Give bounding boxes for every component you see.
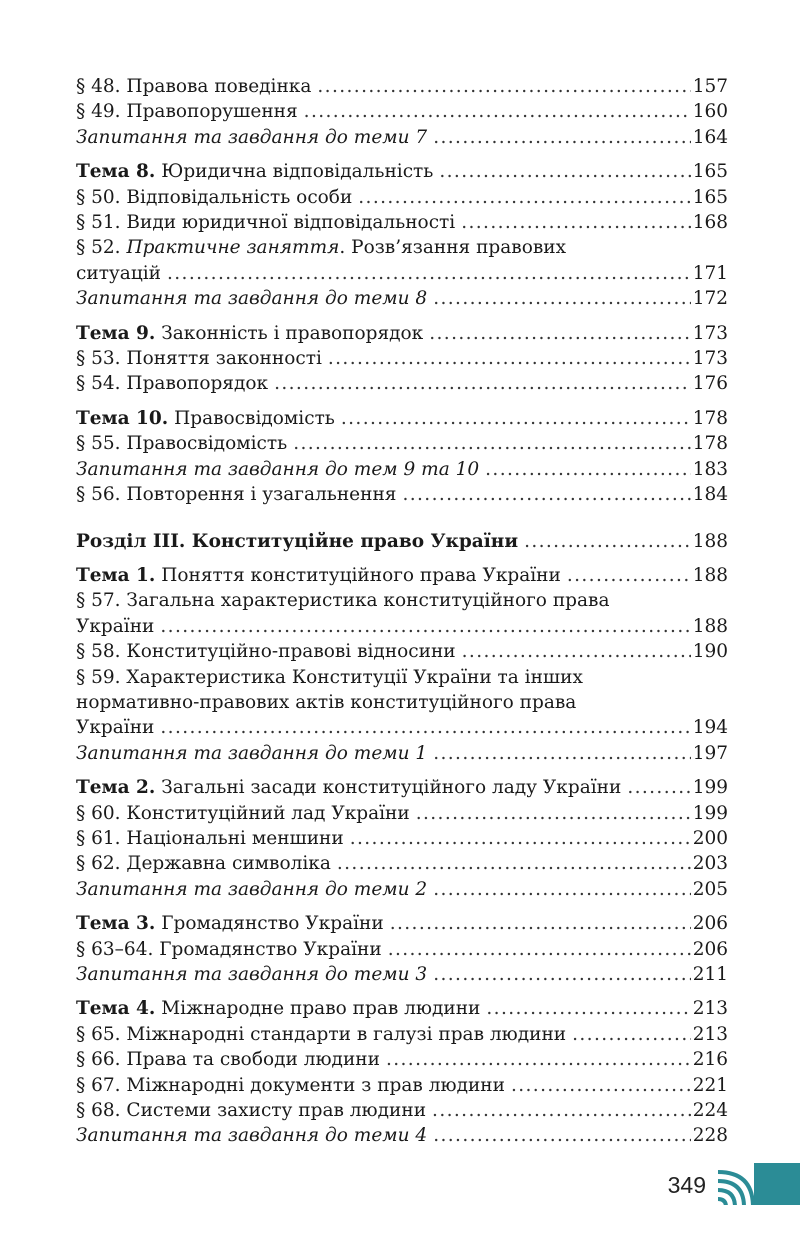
dot-leader xyxy=(433,286,690,311)
toc-entry-title xyxy=(76,321,423,346)
entry-text: § 66. Права та свободи людини xyxy=(76,1049,380,1071)
toc-page-number: 164 xyxy=(692,126,728,148)
toc-entry-title xyxy=(76,590,609,611)
toc-page-number: 157 xyxy=(692,76,728,97)
toc-page-number: 216 xyxy=(692,1049,728,1071)
toc-entry-title xyxy=(76,237,566,258)
toc-entry[interactable] xyxy=(76,851,728,876)
entry-text: § 67. Міжнародні документи з прав людини xyxy=(76,1074,505,1096)
dot-leader xyxy=(293,431,691,456)
dot-leader xyxy=(416,801,691,826)
toc-entry[interactable] xyxy=(76,1073,728,1098)
toc-entry[interactable] xyxy=(76,159,728,184)
entry-text: Поняття конституційного права України xyxy=(155,564,561,586)
section-spacer xyxy=(76,312,728,321)
toc-entry-title xyxy=(76,692,576,713)
entry-text: Правосвідомість xyxy=(168,407,335,429)
toc-page-number: 165 xyxy=(692,161,728,183)
entry-text: § 57. Загальна характеристика конституційного права xyxy=(76,590,610,612)
toc-entry-title xyxy=(76,563,561,588)
toc-page-number: 224 xyxy=(692,1100,728,1122)
page-number: 349 xyxy=(667,1172,706,1198)
toc-entry-title xyxy=(76,937,382,962)
entry-text: Міжнародне право прав людини xyxy=(155,998,481,1020)
section-spacer xyxy=(76,766,728,775)
entry-text: § 50. Відповідальність особи xyxy=(76,186,353,208)
toc-entry[interactable] xyxy=(76,775,728,800)
toc-entry[interactable] xyxy=(76,99,728,124)
toc-entry-title xyxy=(76,125,427,150)
entry-italic-text: Запитання та завдання до теми 1 xyxy=(76,742,428,764)
toc-page-number: 172 xyxy=(692,288,728,310)
dot-leader xyxy=(429,321,690,346)
toc-entry[interactable] xyxy=(76,125,728,150)
entry-text: Загальні засади конституційного ладу України xyxy=(155,777,622,799)
toc-entry[interactable] xyxy=(76,321,728,346)
toc-page-number: 197 xyxy=(692,742,728,764)
toc-page-number: 168 xyxy=(692,212,728,234)
entry-italic-text: Запитання та завдання до теми 2 xyxy=(76,878,428,900)
toc-entry-title xyxy=(76,371,268,396)
entry-text: § 55. Правосвідомість xyxy=(76,433,288,455)
toc-page-number: 221 xyxy=(692,1074,728,1096)
entry-italic-text: Практичне заняття xyxy=(126,237,340,259)
toc-entry-title xyxy=(76,261,161,286)
entry-text: нормативно-правових актів конституційного права xyxy=(76,691,577,713)
toc-page-number: 183 xyxy=(692,458,728,480)
entry-text: України xyxy=(76,615,155,637)
entry-italic-text: Запитання та завдання до теми 3 xyxy=(76,964,428,985)
toc-page-number: 188 xyxy=(692,530,728,552)
toc-entry-continued xyxy=(76,588,728,613)
toc-entry[interactable] xyxy=(76,431,728,456)
toc-page-number: 206 xyxy=(692,938,728,960)
toc-entry[interactable] xyxy=(76,210,728,235)
toc-entry-title xyxy=(76,1047,380,1072)
entry-text: § 52. xyxy=(76,237,127,259)
toc-page-number: 199 xyxy=(692,777,728,799)
toc-entry-title xyxy=(76,851,331,876)
toc-entry-continued xyxy=(76,665,728,690)
toc-entry[interactable] xyxy=(76,563,728,588)
toc-entry-continued xyxy=(76,235,728,260)
dot-leader xyxy=(572,1022,691,1047)
toc-entry-title xyxy=(76,99,298,124)
toc-entry-continued xyxy=(76,690,728,715)
toc-entry-title xyxy=(76,406,335,431)
entry-text: Юридична відповідальність xyxy=(155,161,434,183)
toc-entry-title xyxy=(76,877,427,902)
entry-text: § 53. Поняття законності xyxy=(76,348,322,370)
toc-page-number: 188 xyxy=(692,564,728,586)
toc-entry-title xyxy=(76,801,410,826)
toc-entry[interactable] xyxy=(76,741,728,766)
entry-heading-label: Тема 9. xyxy=(76,322,156,344)
toc-entry-title xyxy=(76,962,427,987)
toc-entry[interactable] xyxy=(76,286,728,311)
toc-page-number: 211 xyxy=(692,964,728,985)
dot-leader xyxy=(432,1098,691,1123)
dot-leader xyxy=(274,371,691,396)
dot-leader xyxy=(160,614,690,639)
toc-page-number: 206 xyxy=(692,913,728,935)
entry-text: § 63–64. Громадянство України xyxy=(76,938,382,960)
dot-leader xyxy=(386,1047,691,1072)
entry-text: § 61. Національні меншини xyxy=(76,827,344,849)
toc-entry[interactable] xyxy=(76,996,728,1021)
entry-text: Громадянство України xyxy=(155,913,384,935)
toc-entry-title xyxy=(76,1022,566,1047)
dot-leader xyxy=(433,1123,690,1148)
toc-page-number: 188 xyxy=(692,615,728,637)
toc-entry[interactable] xyxy=(76,482,728,507)
dot-leader xyxy=(524,529,691,554)
entry-text: § 58. Конституційно-правові відносини xyxy=(76,641,456,663)
toc-page-number: 200 xyxy=(692,827,728,849)
toc-page-number: 199 xyxy=(692,802,728,824)
entry-text: § 49. Правопорушення xyxy=(76,101,298,123)
entry-italic-text: Запитання та завдання до теми 8 xyxy=(76,288,428,310)
dot-leader xyxy=(337,851,691,876)
toc-entry[interactable] xyxy=(76,801,728,826)
dot-leader xyxy=(433,962,690,987)
toc-entry[interactable] xyxy=(76,937,728,962)
toc-entry-title xyxy=(76,210,455,235)
toc-entry[interactable] xyxy=(76,346,728,371)
signal-waves-icon xyxy=(714,1163,800,1205)
toc-entry-title xyxy=(76,1098,426,1123)
toc-entry-title xyxy=(76,715,154,740)
toc-page-number: 178 xyxy=(692,407,728,429)
toc-entry-title xyxy=(76,741,427,766)
entry-text: § 54. Правопорядок xyxy=(76,373,269,395)
toc-entry-title xyxy=(76,614,154,639)
dot-leader xyxy=(402,482,690,507)
toc-entry-title xyxy=(76,159,433,184)
dot-leader xyxy=(160,715,690,740)
toc-entry-title xyxy=(76,639,456,664)
entry-heading-label: Розділ ІІІ. Конституційне право України xyxy=(76,530,519,552)
entry-italic-text: Запитання та завдання до теми 7 xyxy=(76,126,428,148)
dot-leader xyxy=(486,996,690,1021)
entry-text: § 48. Правова поведінка xyxy=(76,76,312,97)
toc-entry[interactable] xyxy=(76,639,728,664)
section-spacer xyxy=(76,508,728,529)
entry-heading-label: Тема 10. xyxy=(76,407,169,429)
toc-page-number: 173 xyxy=(692,322,728,344)
dot-leader xyxy=(167,261,691,286)
toc-entry-title xyxy=(76,1123,427,1148)
dot-leader xyxy=(341,406,691,431)
entry-text: Законність і правопорядок xyxy=(155,322,424,344)
toc-page-number: 213 xyxy=(692,998,728,1020)
dot-leader xyxy=(433,741,690,766)
toc-entry[interactable] xyxy=(76,457,728,482)
toc-page-number: 165 xyxy=(692,186,728,208)
entry-text: ситуацій xyxy=(76,262,161,284)
toc-entry[interactable] xyxy=(76,529,728,554)
toc-entry-title xyxy=(76,286,427,311)
toc-page-number: 173 xyxy=(692,348,728,370)
toc-page-number: 184 xyxy=(692,484,728,506)
toc-entry-title xyxy=(76,667,583,688)
dot-leader xyxy=(439,159,690,184)
section-spacer xyxy=(76,902,728,911)
toc-page-number: 228 xyxy=(692,1125,728,1147)
toc-page-number: 178 xyxy=(692,433,728,455)
toc-entry[interactable] xyxy=(76,261,728,286)
toc-entry[interactable] xyxy=(76,1098,728,1123)
section-spacer xyxy=(76,397,728,406)
toc-entry-title xyxy=(76,185,352,210)
dot-leader xyxy=(567,563,691,588)
dot-leader xyxy=(627,775,690,800)
entry-text: § 51. Види юридичної відповідальності xyxy=(76,212,456,234)
toc-entry[interactable] xyxy=(76,1022,728,1047)
dot-leader xyxy=(317,74,690,99)
wave-arc-1 xyxy=(718,1199,726,1205)
toc-entry[interactable] xyxy=(76,826,728,851)
toc-page-number: 176 xyxy=(692,373,728,395)
section-spacer xyxy=(76,987,728,996)
toc-entry[interactable] xyxy=(76,1047,728,1072)
toc-page-number: 203 xyxy=(692,853,728,875)
toc-entry-title xyxy=(76,431,287,456)
toc-entry[interactable] xyxy=(76,715,728,740)
dot-leader xyxy=(433,877,690,902)
dot-leader xyxy=(358,185,690,210)
entry-text: § 65. Міжнародні стандарти в галузі прав людини xyxy=(76,1023,567,1045)
toc-entry[interactable] xyxy=(76,962,728,987)
dot-leader xyxy=(433,125,690,150)
toc-entry-title xyxy=(76,529,518,554)
toc-page-number: 205 xyxy=(692,878,728,900)
toc-entry-title xyxy=(76,775,621,800)
toc-entry-title xyxy=(76,482,396,507)
toc-entry-title xyxy=(76,346,322,371)
toc-entry[interactable] xyxy=(76,74,728,99)
dot-leader xyxy=(304,99,691,124)
dot-leader xyxy=(511,1073,691,1098)
toc-page-number: 160 xyxy=(692,101,728,123)
toc-entry[interactable] xyxy=(76,371,728,396)
toc-entry-title xyxy=(76,911,384,936)
toc-entry[interactable] xyxy=(76,406,728,431)
entry-text: . Розв’язання правових xyxy=(339,237,567,259)
toc-entry[interactable] xyxy=(76,185,728,210)
footer-tab xyxy=(754,1163,800,1205)
entry-heading-label: Тема 8. xyxy=(76,161,156,183)
entry-text: України xyxy=(76,717,155,739)
entry-text: § 60. Конституційний лад України xyxy=(76,802,410,824)
entry-text: § 56. Повторення і узагальнення xyxy=(76,484,397,506)
dot-leader xyxy=(461,210,690,235)
entry-text: § 68. Системи захисту прав людини xyxy=(76,1100,427,1122)
dot-leader xyxy=(388,937,691,962)
dot-leader xyxy=(350,826,691,851)
dot-leader xyxy=(390,911,691,936)
toc-entry-title xyxy=(76,457,479,482)
toc-entry-title xyxy=(76,996,480,1021)
toc-page-number: 190 xyxy=(692,641,728,663)
toc-page-number: 213 xyxy=(692,1023,728,1045)
section-spacer xyxy=(76,554,728,563)
entry-heading-label: Тема 1. xyxy=(76,564,156,586)
entry-italic-text: Запитання та завдання до теми 4 xyxy=(76,1125,428,1147)
entry-text: § 62. Державна символіка xyxy=(76,853,331,875)
toc-page-number: 171 xyxy=(692,262,728,284)
entry-italic-text: Запитання та завдання до тем 9 та 10 xyxy=(76,458,480,480)
toc-entry-title xyxy=(76,74,311,99)
toc-entry[interactable] xyxy=(76,877,728,902)
dot-leader xyxy=(462,639,691,664)
toc-entry[interactable] xyxy=(76,614,728,639)
section-spacer xyxy=(76,150,728,159)
dot-leader xyxy=(485,457,691,482)
toc-entry-title xyxy=(76,826,344,851)
toc-page-number: 194 xyxy=(692,717,728,739)
entry-text: § 59. Характеристика Конституції України та інших xyxy=(76,666,583,688)
toc-entry-title xyxy=(76,1073,505,1098)
entry-heading-label: Тема 2. xyxy=(76,777,156,799)
entry-heading-label: Тема 3. xyxy=(76,913,156,935)
toc-entry[interactable] xyxy=(76,911,728,936)
table-of-contents xyxy=(76,74,728,1149)
entry-heading-label: Тема 4. xyxy=(76,998,156,1020)
toc-entry[interactable] xyxy=(76,1123,728,1148)
dot-leader xyxy=(328,346,691,371)
